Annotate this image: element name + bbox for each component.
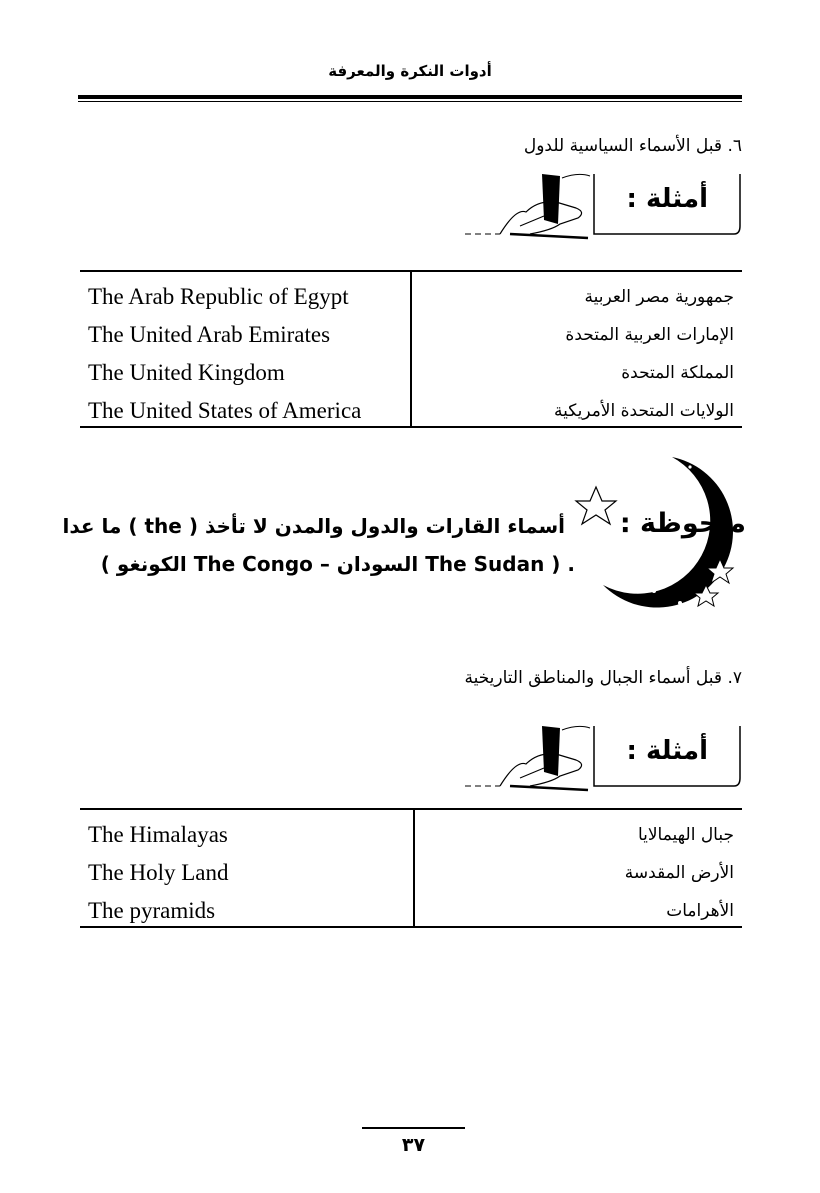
arabic-column [423,816,734,930]
table-cell-arabic: الولايات المتحدة الأمريكية [553,401,734,421]
table-cell-english: The Holy Land [88,860,229,885]
note-line-2: . ( The Sudan السودان – The Congo الكونغو ) [100,552,575,576]
examples-table-1 [80,270,742,428]
examples-label-2: أمثلة : [626,736,708,766]
section-7-heading: ٧. قبل أسماء الجبال والمناطق التاريخية [464,668,742,688]
table-cell-arabic: جبال الهيمالايا [637,825,734,845]
table-cell-arabic: الإمارات العربية المتحدة [565,325,734,345]
table-cell-english: The Arab Republic of Egypt [88,284,349,309]
arabic-column [420,278,734,430]
table-cell-english: The pyramids [88,898,216,923]
table-cell-arabic: المملكة المتحدة [621,363,734,383]
table-cell-arabic: الأهرامات [666,901,734,921]
table-divider [413,810,415,926]
section-6-heading: ٦. قبل الأسماء السياسية للدول [523,136,742,156]
table-cell-english: The United Arab Emirates [88,322,331,347]
note-line-1: أسماء القارات والدول والمدن لا تأخذ ( the ) ما عدا [62,514,565,538]
table-cell-english: The Himalayas [88,822,228,847]
table-cell-arabic: الأرض المقدسة [624,863,734,883]
footer-rule [362,1127,465,1129]
table-cell-arabic: جمهورية مصر العربية [584,287,734,307]
examples-box-2 [460,720,742,792]
header-rule-thin [78,101,742,102]
english-column [88,816,408,930]
table-cell-english: The United States of America [88,398,362,423]
examples-table-2 [80,808,742,928]
examples-label-1: أمثلة : [626,184,708,214]
page-header-title: أدوات النكرة والمعرفة [328,62,492,80]
note-label: ملحوظة : [619,508,746,539]
page-number: ٣٧ [401,1134,426,1156]
english-column [88,278,406,430]
table-cell-english: The United Kingdom [88,360,285,385]
examples-box-1 [460,168,742,240]
header-rule [78,95,742,99]
table-divider [410,272,412,426]
